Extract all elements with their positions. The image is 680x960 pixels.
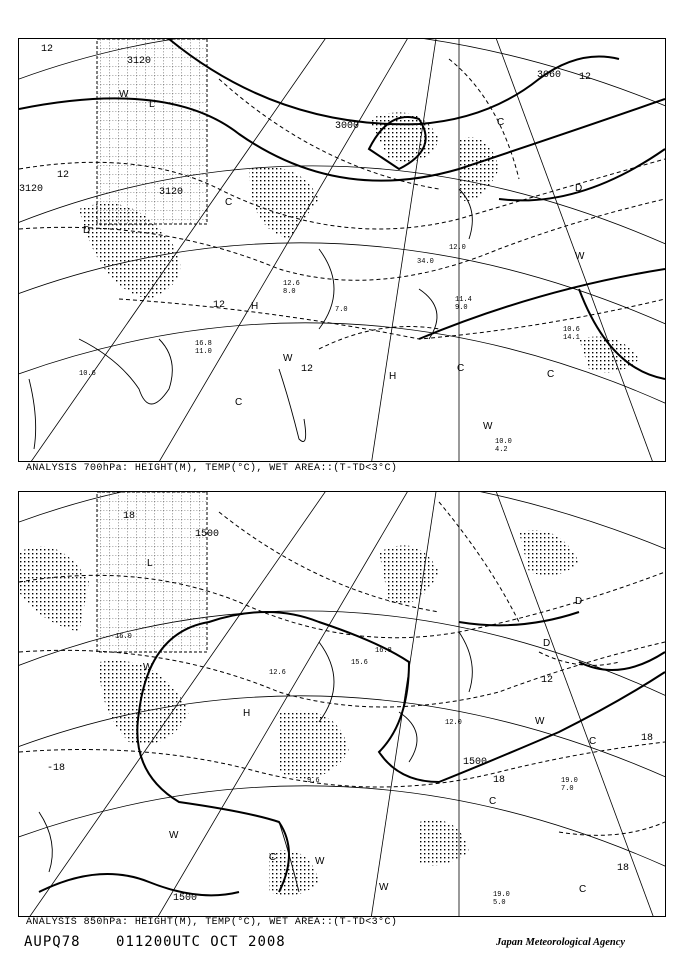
station-value: 7.0	[561, 785, 574, 793]
map-850hpa	[19, 492, 665, 916]
station-value: 15.6	[351, 659, 368, 667]
map-700hpa	[19, 39, 665, 461]
station-value: 16.8	[375, 647, 392, 655]
station-value: 16.0	[115, 633, 132, 641]
station-value: 19.0	[493, 891, 510, 899]
contour-label: 18	[493, 775, 506, 786]
contour-label: 12	[301, 364, 314, 375]
center-symbol: C	[457, 363, 465, 374]
station-value: 14.1	[563, 334, 580, 342]
center-symbol: C	[579, 884, 587, 895]
wet-areas	[79, 39, 639, 372]
station-value: 5.0	[493, 899, 506, 907]
caption-850hpa: ANALYSIS 850hPa: HEIGHT(M), TEMP(°C), WET AREA::(T-TD<3°C)	[26, 917, 398, 928]
center-symbol: L	[147, 558, 153, 569]
center-symbol: W	[119, 89, 129, 100]
center-symbol: D	[575, 596, 583, 607]
contour-label: 3060	[537, 70, 562, 81]
chart-identifier	[24, 934, 312, 950]
center-symbols	[143, 558, 596, 895]
station-value: 9.6	[307, 777, 320, 785]
contour-label: 3120	[127, 56, 152, 67]
contour-label: 18	[123, 511, 136, 522]
center-symbol: C	[269, 852, 277, 863]
center-symbol: W	[575, 251, 585, 262]
center-symbol: C	[489, 796, 497, 807]
station-value: 10.0	[495, 438, 512, 446]
station-value: 19.0	[561, 777, 578, 785]
chart-code: AUPQ78	[24, 934, 81, 950]
center-symbol: W	[143, 662, 153, 673]
contour-label: 12	[57, 170, 70, 181]
agency-credit: Japan Meteorological Agency	[496, 937, 626, 948]
contour-label: -18	[47, 763, 66, 774]
contour-label: 3120	[19, 184, 44, 195]
contour-label: 3120	[159, 187, 184, 198]
center-symbol: W	[283, 353, 293, 364]
map-panel-700hpa	[18, 38, 666, 462]
center-symbol: W	[315, 856, 325, 867]
center-symbol: D	[543, 638, 551, 649]
station-value: 12.0	[449, 244, 466, 252]
center-symbol: H	[389, 371, 397, 382]
station-value: 16.8	[195, 340, 212, 348]
center-symbol: C	[589, 736, 597, 747]
station-value: 12.0	[445, 719, 462, 727]
station-value: 4.2	[495, 446, 508, 454]
contour-label: 12	[213, 300, 226, 311]
center-symbol: D	[83, 225, 91, 236]
contour-label: 12	[579, 72, 592, 83]
station-value: 7.0	[335, 306, 348, 314]
contour-label: 12	[41, 44, 54, 55]
contour-label: 1500	[195, 529, 220, 540]
valid-time: 011200UTC OCT 2008	[116, 934, 286, 950]
station-value: 10.6	[563, 326, 580, 334]
center-symbol: C	[497, 117, 505, 128]
station-value: 8.0	[283, 288, 296, 296]
station-value: 11.4	[455, 296, 472, 304]
center-symbol: W	[483, 421, 493, 432]
center-symbol: D	[575, 183, 583, 194]
wet-areas	[19, 492, 579, 895]
center-symbol: H	[251, 301, 259, 312]
contour-label: 18	[617, 863, 630, 874]
center-symbol: W	[169, 830, 179, 841]
center-symbol: H	[243, 708, 251, 719]
station-value: 12.6	[269, 669, 286, 677]
center-symbol: W	[379, 882, 389, 893]
contour-label: 1500	[463, 757, 488, 768]
contour-label: 18	[641, 733, 654, 744]
center-symbol: C	[547, 369, 555, 380]
center-symbol: W	[535, 716, 545, 727]
station-value: 10.6	[79, 370, 96, 378]
contour-label: 3000	[335, 121, 360, 132]
contour-label: 1500	[173, 893, 198, 904]
station-value: 12.6	[283, 280, 300, 288]
center-symbol: L	[149, 99, 155, 110]
station-value: 11.0	[195, 348, 212, 356]
map-panel-850hpa	[18, 491, 666, 917]
center-symbol: C	[235, 397, 243, 408]
station-value: 34.0	[417, 258, 434, 266]
contour-label: 12	[541, 675, 554, 686]
caption-700hpa: ANALYSIS 700hPa: HEIGHT(M), TEMP(°C), WET AREA::(T-TD<3°C)	[26, 463, 398, 474]
station-values	[115, 633, 578, 907]
station-value: 9.0	[455, 304, 468, 312]
center-symbol: C	[225, 197, 233, 208]
